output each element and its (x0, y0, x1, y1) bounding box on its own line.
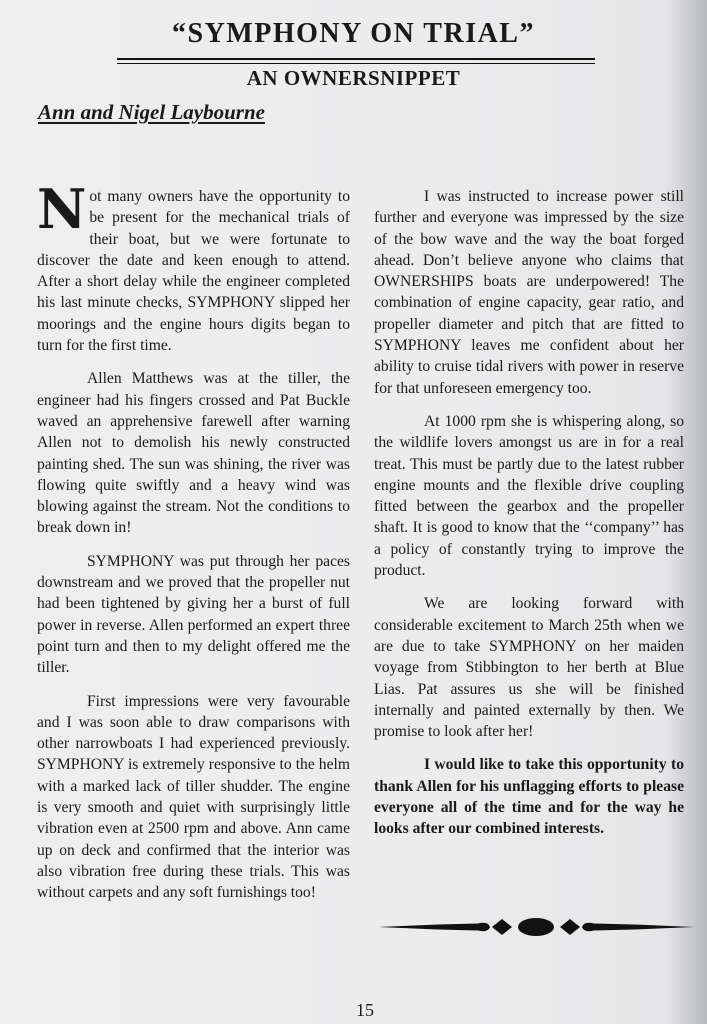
drop-cap: N (37, 177, 87, 241)
decorative-divider (378, 914, 694, 940)
title-rule-thick (117, 58, 595, 60)
paragraph-text: ot many owners have the opportunity to be present for the mechanical trials of their boat, but we were fortunate to discover the date and keen enough to attend. After a short delay while the engineer completed his last minute checks, SYMPHONY slipped her moorings and the engine hours digits began to turn for the first time. (37, 188, 350, 355)
paragraph: We are looking forward with considerable excitement to March 25th when we are due to take SYMPHONY on her maiden voyage from Stibbington to her berth at Blue Lias. Pat assures us she will be finished internally and painted externally by then. We promise to look after her! (374, 595, 684, 741)
article-subtitle: AN OWNERSNIPPET (246, 66, 461, 90)
page-number: 15 (356, 1000, 374, 1020)
title-rule-thin (117, 63, 595, 64)
right-column (374, 186, 684, 852)
article-authors: Ann and Nigel Laybourne (38, 100, 265, 124)
paragraph: I was instructed to increase power still further and everyone was impressed by the size of the bow wave and the way the boat forged ahead. Don’t believe anyone who claims that OWNERSHIPS boats are underpowered! The combination of engine capacity, gear ratio, and propeller diameter and pitch that are fitted to SYMPHONY leaves me confident about her ability to cruise tidal rivers with power in reserve for that unforeseen emergency too. (374, 188, 684, 397)
acknowledgement-paragraph: I would like to take this opportunity to thank Allen for his unflagging efforts to please everyone all of the time and for the way he looks after our combined interests. (374, 756, 684, 838)
article-title: “SYMPHONY ON TRIAL” (172, 18, 535, 49)
paragraph: SYMPHONY was put through her paces downstream and we proved that the propeller nut had been tightened by giving her a burst of full power in reverse. Allen performed an expert three point turn and then to my delight offered me the tiller. (37, 552, 350, 677)
left-column (37, 177, 350, 916)
paragraph (37, 177, 350, 356)
paragraph: Allen Matthews was at the tiller, the engineer had his fingers crossed and Pat Buckle waved an apprehensive farewell after warning Allen not to demolish his newly constructed painting shed. The sun was shining, the river was flowing quite swiftly and a heavy wind was blowing against the stream. Not the conditions to break down in! (37, 370, 350, 537)
paragraph: At 1000 rpm she is whispering along, so the wildlife lovers amongst us are in for a real treat. This must be partly due to the latest rubber engine mounts and the flexible drive coupling fitted between the gearbox and the propeller shaft. It is good to know that the ‘‘company’’ has a policy of constantly trying to improve the product. (374, 412, 684, 580)
paragraph: First impressions were very favourable and I was soon able to draw comparisons with other narrowboats I had experienced previously. SYMPHONY is extremely responsive to the helm with a marked lack of tiller shudder. The engine is very smooth and quiet with surprisingly little vibration even at 2500 rpm and above. Ann came up on deck and confirmed that the interior was also vibration free during these trials. This was without carpets and any soft furnishings too! (37, 692, 350, 902)
